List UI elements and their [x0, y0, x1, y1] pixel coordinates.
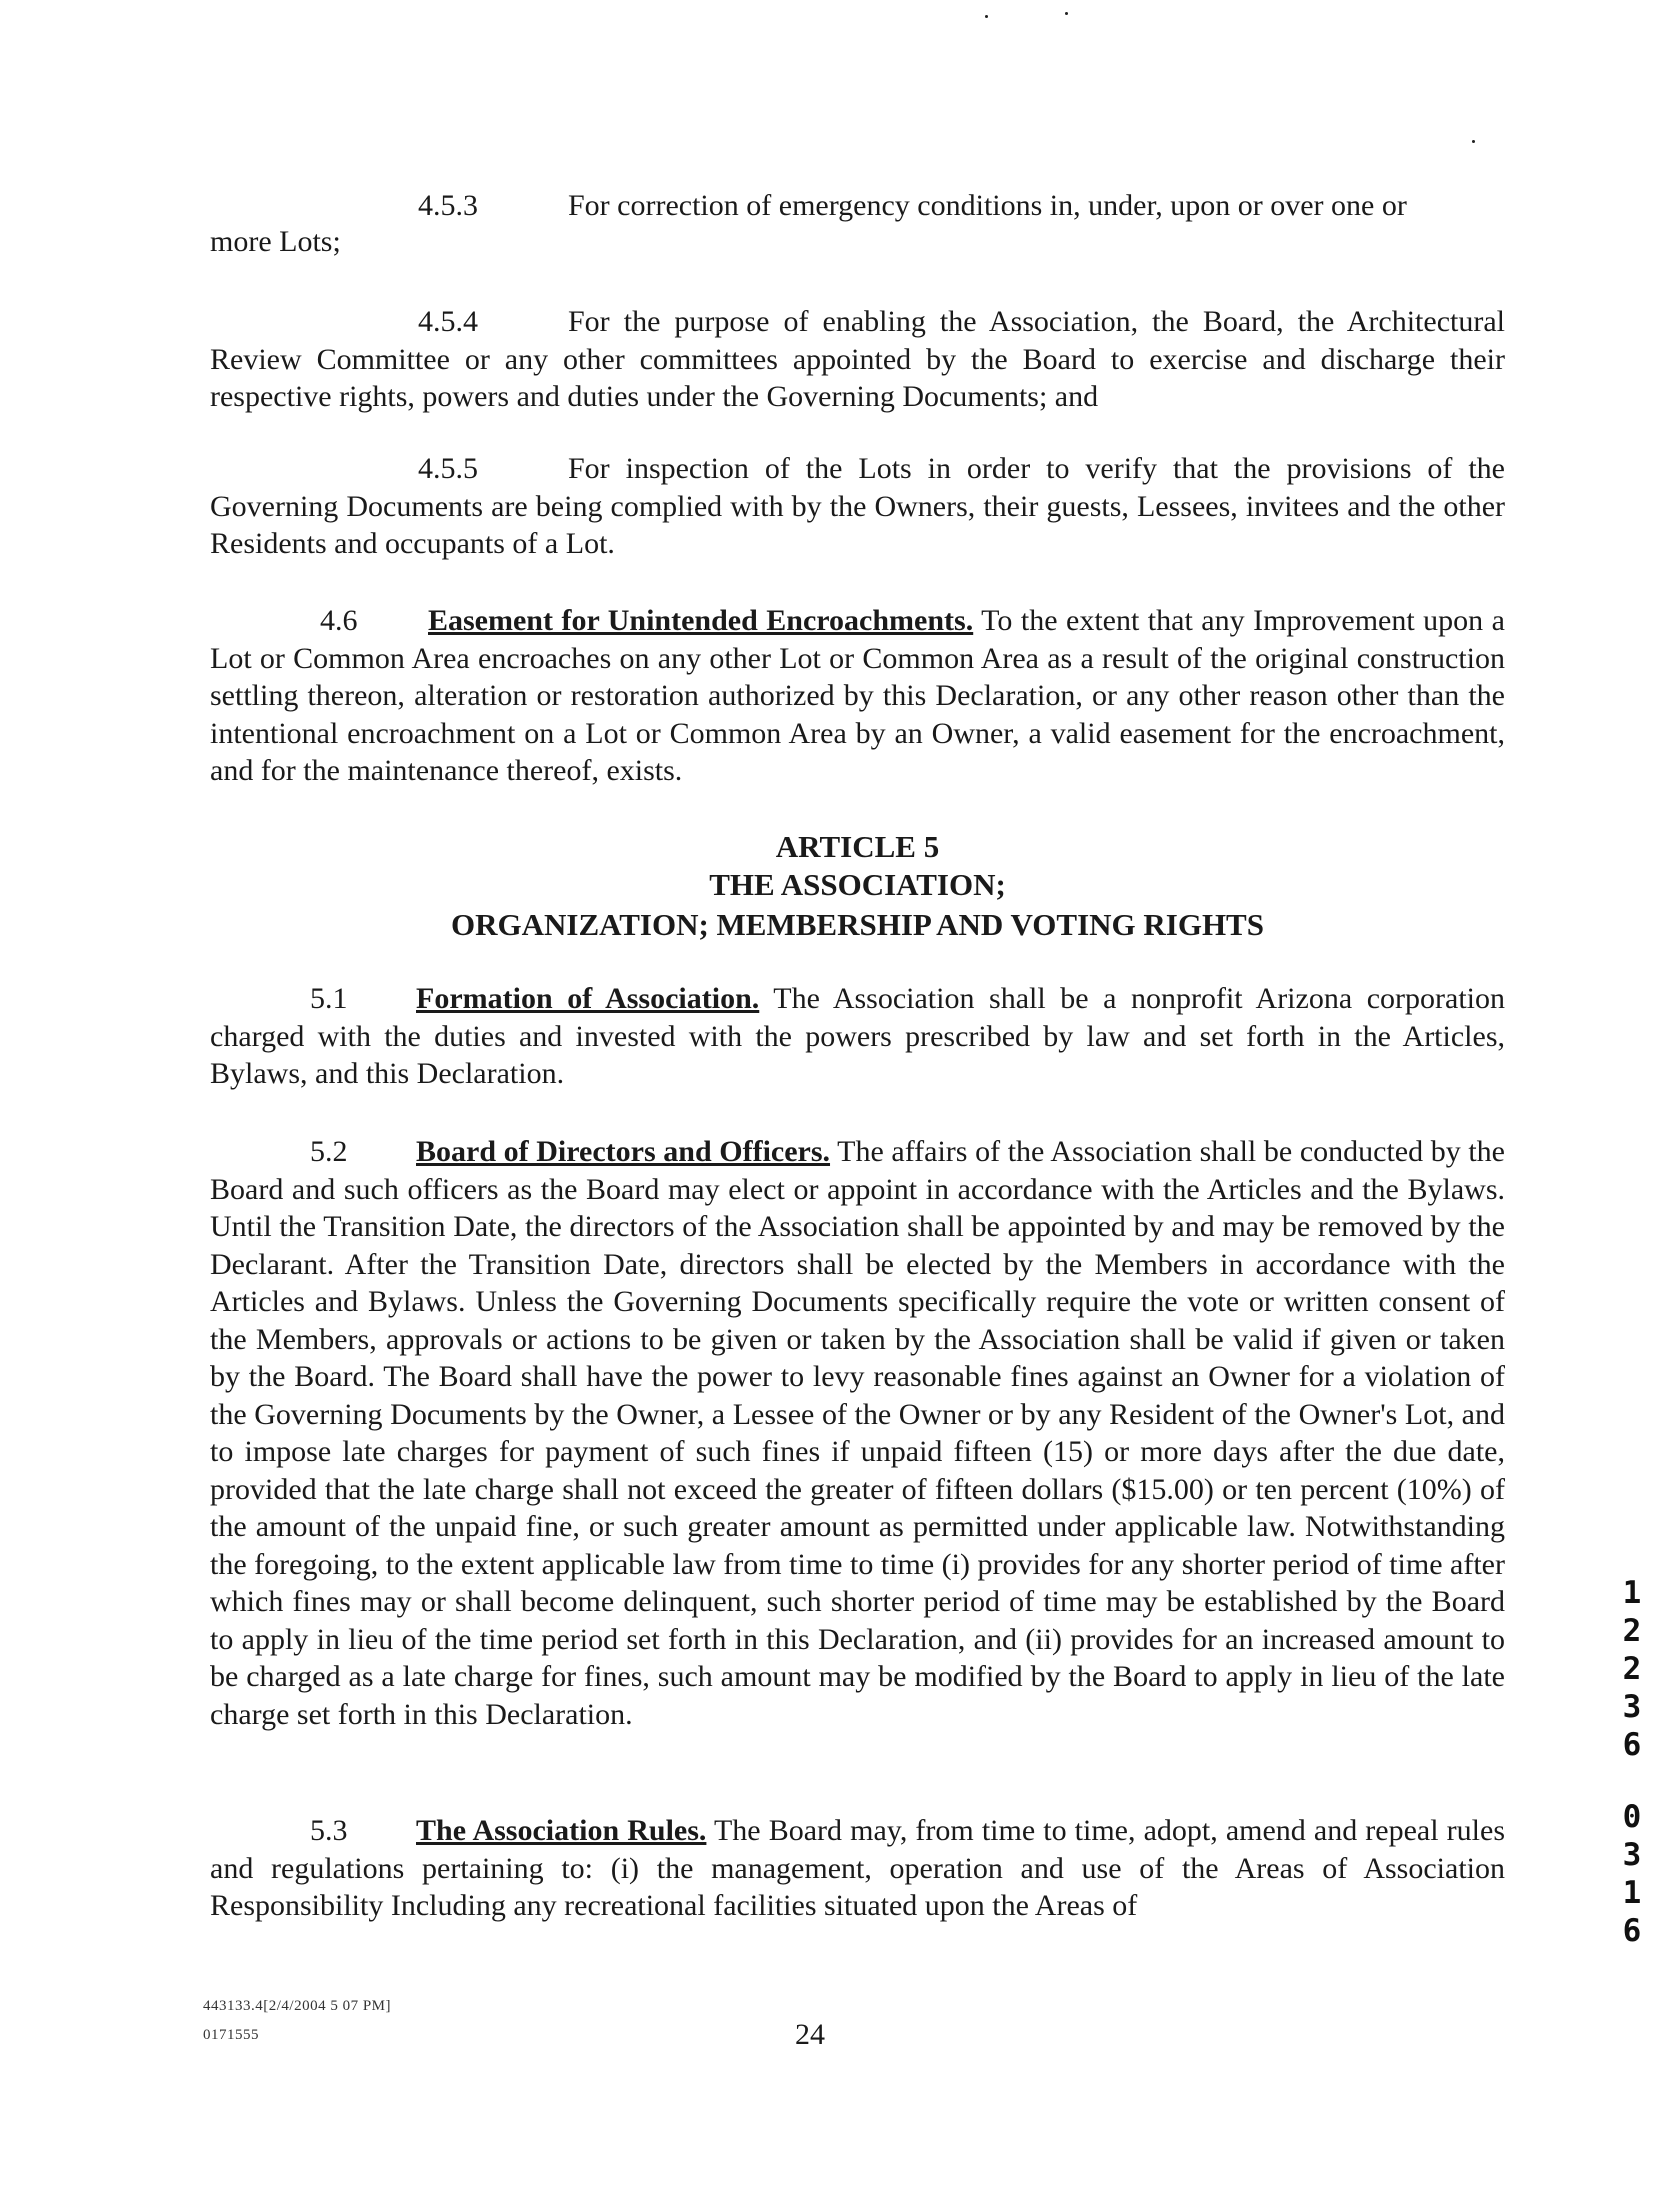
scan-speck: [1472, 140, 1475, 143]
item-text: For inspection of the Lots in order to verify that the provisions of the Governing Documents are being complied with by the Owners, their guests, Lessees, invitees and the other Residents and occupants of a Lot.: [210, 452, 1505, 560]
footer-file-number: 0171555: [203, 2027, 259, 2043]
section-heading: Formation of Association.: [416, 982, 760, 1015]
section-text: To the extent that any Improvement upon a Lot or Common Area encroaches on any other Lot or Common Area as a result of the original construction settling thereon, alteration or restoration authorized by this Declaration, or any other reason other than the intentional encroachment on a Lot or Common Area by an Owner, a valid easement for the encroachment, and for the maintenance thereof, exists.: [210, 604, 1505, 787]
footer-document-id: 443133.4[2/4/2004 5 07 PM]: [203, 1998, 392, 2014]
stamp-digit: 6: [1622, 1913, 1642, 1949]
stamp-digit: 6: [1622, 1727, 1642, 1763]
section-5-1: [210, 980, 1505, 1093]
item-number: 4.5.4: [418, 305, 478, 338]
stamp-digit: 1: [1622, 1875, 1642, 1911]
stamp-digit: 2: [1622, 1651, 1642, 1687]
item-number: 4.5.5: [418, 452, 478, 485]
article-subtitle: ORGANIZATION; MEMBERSHIP AND VOTING RIGHTS: [451, 907, 1264, 942]
item-text: For the purpose of enabling the Association, the Board, the Architectural Review Committee or any other committees appointed by the Board to exercise and discharge their respective rights, powers and duties under the Governing Documents; and: [210, 305, 1505, 413]
stamp-digit: 0: [1622, 1799, 1642, 1835]
item-continuation: more Lots;: [210, 225, 341, 258]
item-number: 4.5.3: [418, 189, 478, 222]
article-number: ARTICLE 5: [775, 829, 940, 864]
section-text: The affairs of the Association shall be conducted by the Board and such officers as the Board may elect or appoint in accordance with the Articles and the Bylaws. Until the Transition Date, the directors of the Association shall be appointed by and may be removed by the Declarant. After the Transition Date, directors shall be elected by the Members in accordance with the Articles and Bylaws. Unless the Governing Documents specifically require the vote or written consent of the Members, approvals or actions to be given or taken by the Association shall be valid if given or taken by the Board. The Board shall have the power to levy reasonable fines against an Owner for a violation of the Governing Documents by the Owner, a Lessee of the Owner or by any Resident of the Owner's Lot, and to impose late charges for payment of such fines if unpaid fifteen (15) or more days after the due date, provided that the late charge shall not exceed the greater of fifteen dollars ($15.00) or ten percent (10%) of the amount of the unpaid fine, or such greater amount as permitted under applicable law. Notwithstanding the foregoing, to the extent applicable law from time to time (i) provides for any shorter period of time after which fines may or shall become delinquent, such shorter period of time may be established by the Board to apply in lieu of the time period set forth in this Declaration, and (ii) provides for an increased amount to be charged as a late charge for fines, such amount may be modified by the Board to apply in lieu of the late charge set forth in this Declaration.: [210, 1135, 1505, 1731]
page-number: 24: [795, 2018, 825, 2051]
scan-speck: [1065, 12, 1068, 15]
item-4-5-5: [210, 450, 1505, 563]
stamp-digit: 3: [1622, 1837, 1642, 1873]
section-number: 5.1: [310, 982, 348, 1015]
section-5-3: [210, 1812, 1505, 1925]
section-number: 5.2: [310, 1135, 348, 1168]
section-heading: Board of Directors and Officers.: [416, 1135, 831, 1168]
section-heading: Easement for Unintended Encroachments.: [428, 604, 974, 637]
section-number: 4.6: [320, 604, 358, 637]
section-number: 5.3: [310, 1814, 348, 1847]
section-text: The Association shall be a nonprofit Arizona corporation charged with the duties and invested with the powers prescribed by law and set forth in the Articles, Bylaws, and this Declaration.: [210, 982, 1505, 1090]
section-heading: The Association Rules.: [416, 1814, 707, 1847]
stamp-digit: 1: [1622, 1575, 1642, 1611]
section-4-6: [210, 602, 1505, 790]
item-text: For correction of emergency conditions in, under, upon or over one or: [568, 189, 1407, 222]
article-title: THE ASSOCIATION;: [709, 867, 1006, 902]
section-text: The Board may, from time to time, adopt, amend and repeal rules and regulations pertaining to: (i) the management, operation and use of the Areas of Association Responsibility Including any recreational facilities situated upon the Areas of: [210, 1814, 1505, 1922]
stamp-digit: 2: [1622, 1613, 1642, 1649]
side-stamp: [1612, 1574, 1652, 1950]
item-4-5-4: [210, 303, 1505, 416]
section-5-2: [210, 1133, 1505, 1733]
stamp-digit: 3: [1622, 1689, 1642, 1725]
stamp-gap: [1612, 1764, 1652, 1798]
scan-speck: [985, 15, 988, 18]
